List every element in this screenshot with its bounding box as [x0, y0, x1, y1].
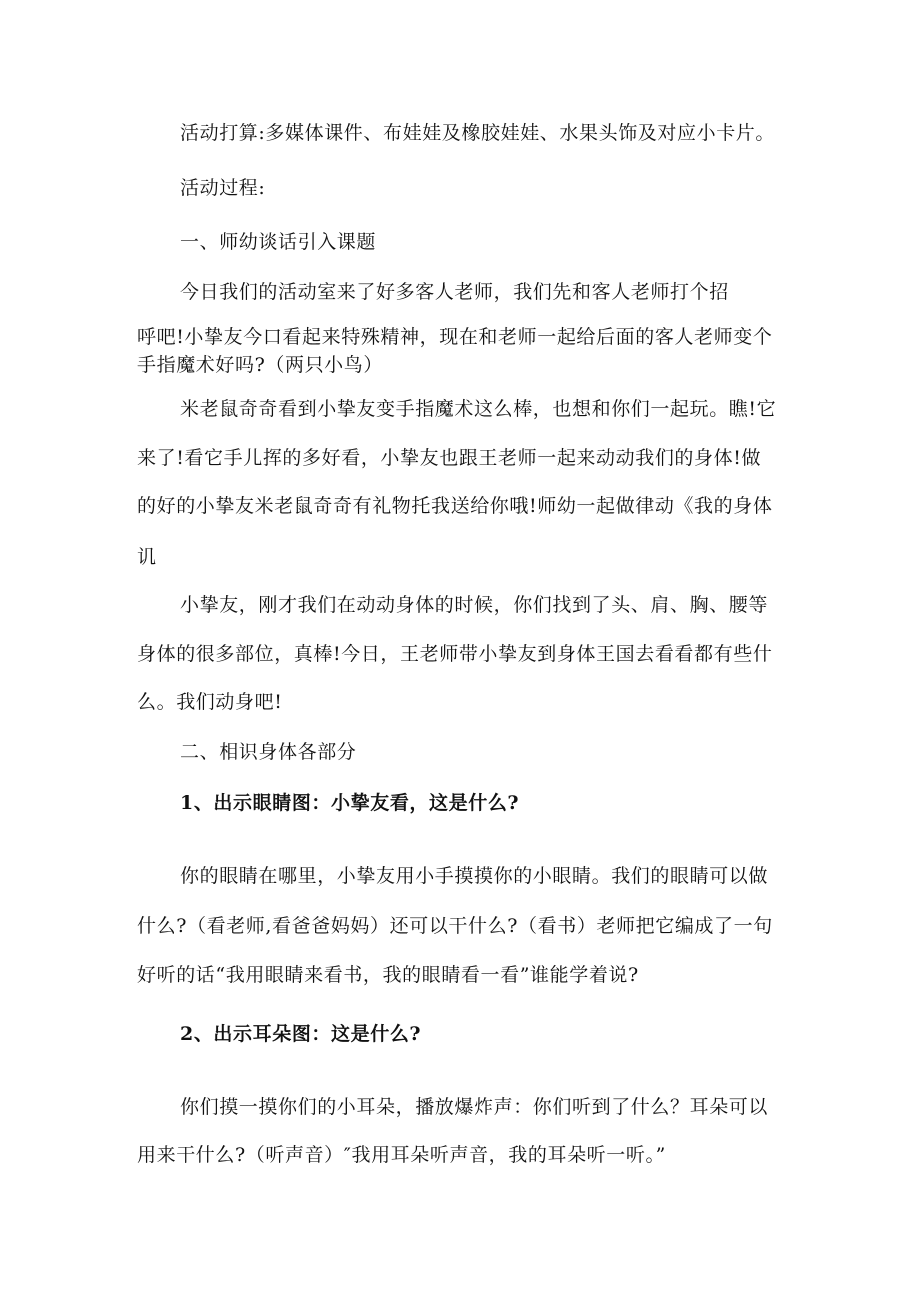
paragraph-line: 用来干什么?（听声音）″我用耳朵听声音，我的耳朵听一听。” [137, 1144, 666, 1166]
section-two-heading: 二、相识身体各部分 [180, 741, 357, 763]
paragraph-line: 什么?（看老师,看爸爸妈妈）还可以干什么?（看书）老师把它编成了一句 [137, 915, 773, 937]
paragraph-line: 好听的话“我用眼睛来看书，我的眼睛看一看”谁能学着说? [137, 964, 639, 986]
paragraph-line: 今日我们的活动室来了好多客人老师，我们先和客人老师打个招 [180, 281, 729, 303]
item-one-heading: 1、出示眼睛图：小挚友看，这是什么? [180, 792, 520, 814]
paragraph-line: 小挚友，刚才我们在动动身体的时候，你们找到了头、肩、胸、腰等 [180, 594, 769, 616]
paragraph-line: 米老鼠奇奇看到小挚友变手指魔术这么棒，也想和你们一起玩。瞧!它 [180, 398, 777, 420]
paragraph-line: 来了!看它手儿挥的多好看，小挚友也跟王老师一起来动动我们的身体!做 [137, 447, 762, 469]
item-two-heading: 2、出示耳朵图：这是什么? [180, 1023, 422, 1045]
paragraph-line: 你的眼睛在哪里，小挚友用小手摸摸你的小眼睛。我们的眼睛可以做 [180, 865, 769, 887]
paragraph-line: 呼吧!小挚友今口看起来特殊精神，现在和老师一起给后面的客人老师变个 [137, 326, 773, 348]
process-heading: 活动过程: [180, 177, 266, 199]
paragraph-line: 身体的很多部位，真棒!今日，王老师带小挚友到身体王国去看看都有些什 [137, 643, 773, 665]
paragraph-line: 讥 [137, 546, 157, 568]
paragraph-line: 的好的小挚友米老鼠奇奇有礼物托我送给你哦!师幼一起做律动《我的身体 [137, 495, 773, 517]
paragraph-line: 手指魔术好吗?（两只小鸟） [137, 354, 383, 376]
paragraph-line: 么。我们动身吧! [137, 691, 283, 713]
materials-line: 活动打算:多媒体课件、布娃娃及橡胶娃娃、水果头饰及对应小卡片。 [180, 122, 776, 144]
paragraph-line: 你们摸一摸你们的小耳朵，播放爆炸声：你们听到了什么？耳朵可以 [180, 1096, 769, 1118]
section-one-heading: 一、师幼谈话引入课题 [180, 231, 377, 253]
